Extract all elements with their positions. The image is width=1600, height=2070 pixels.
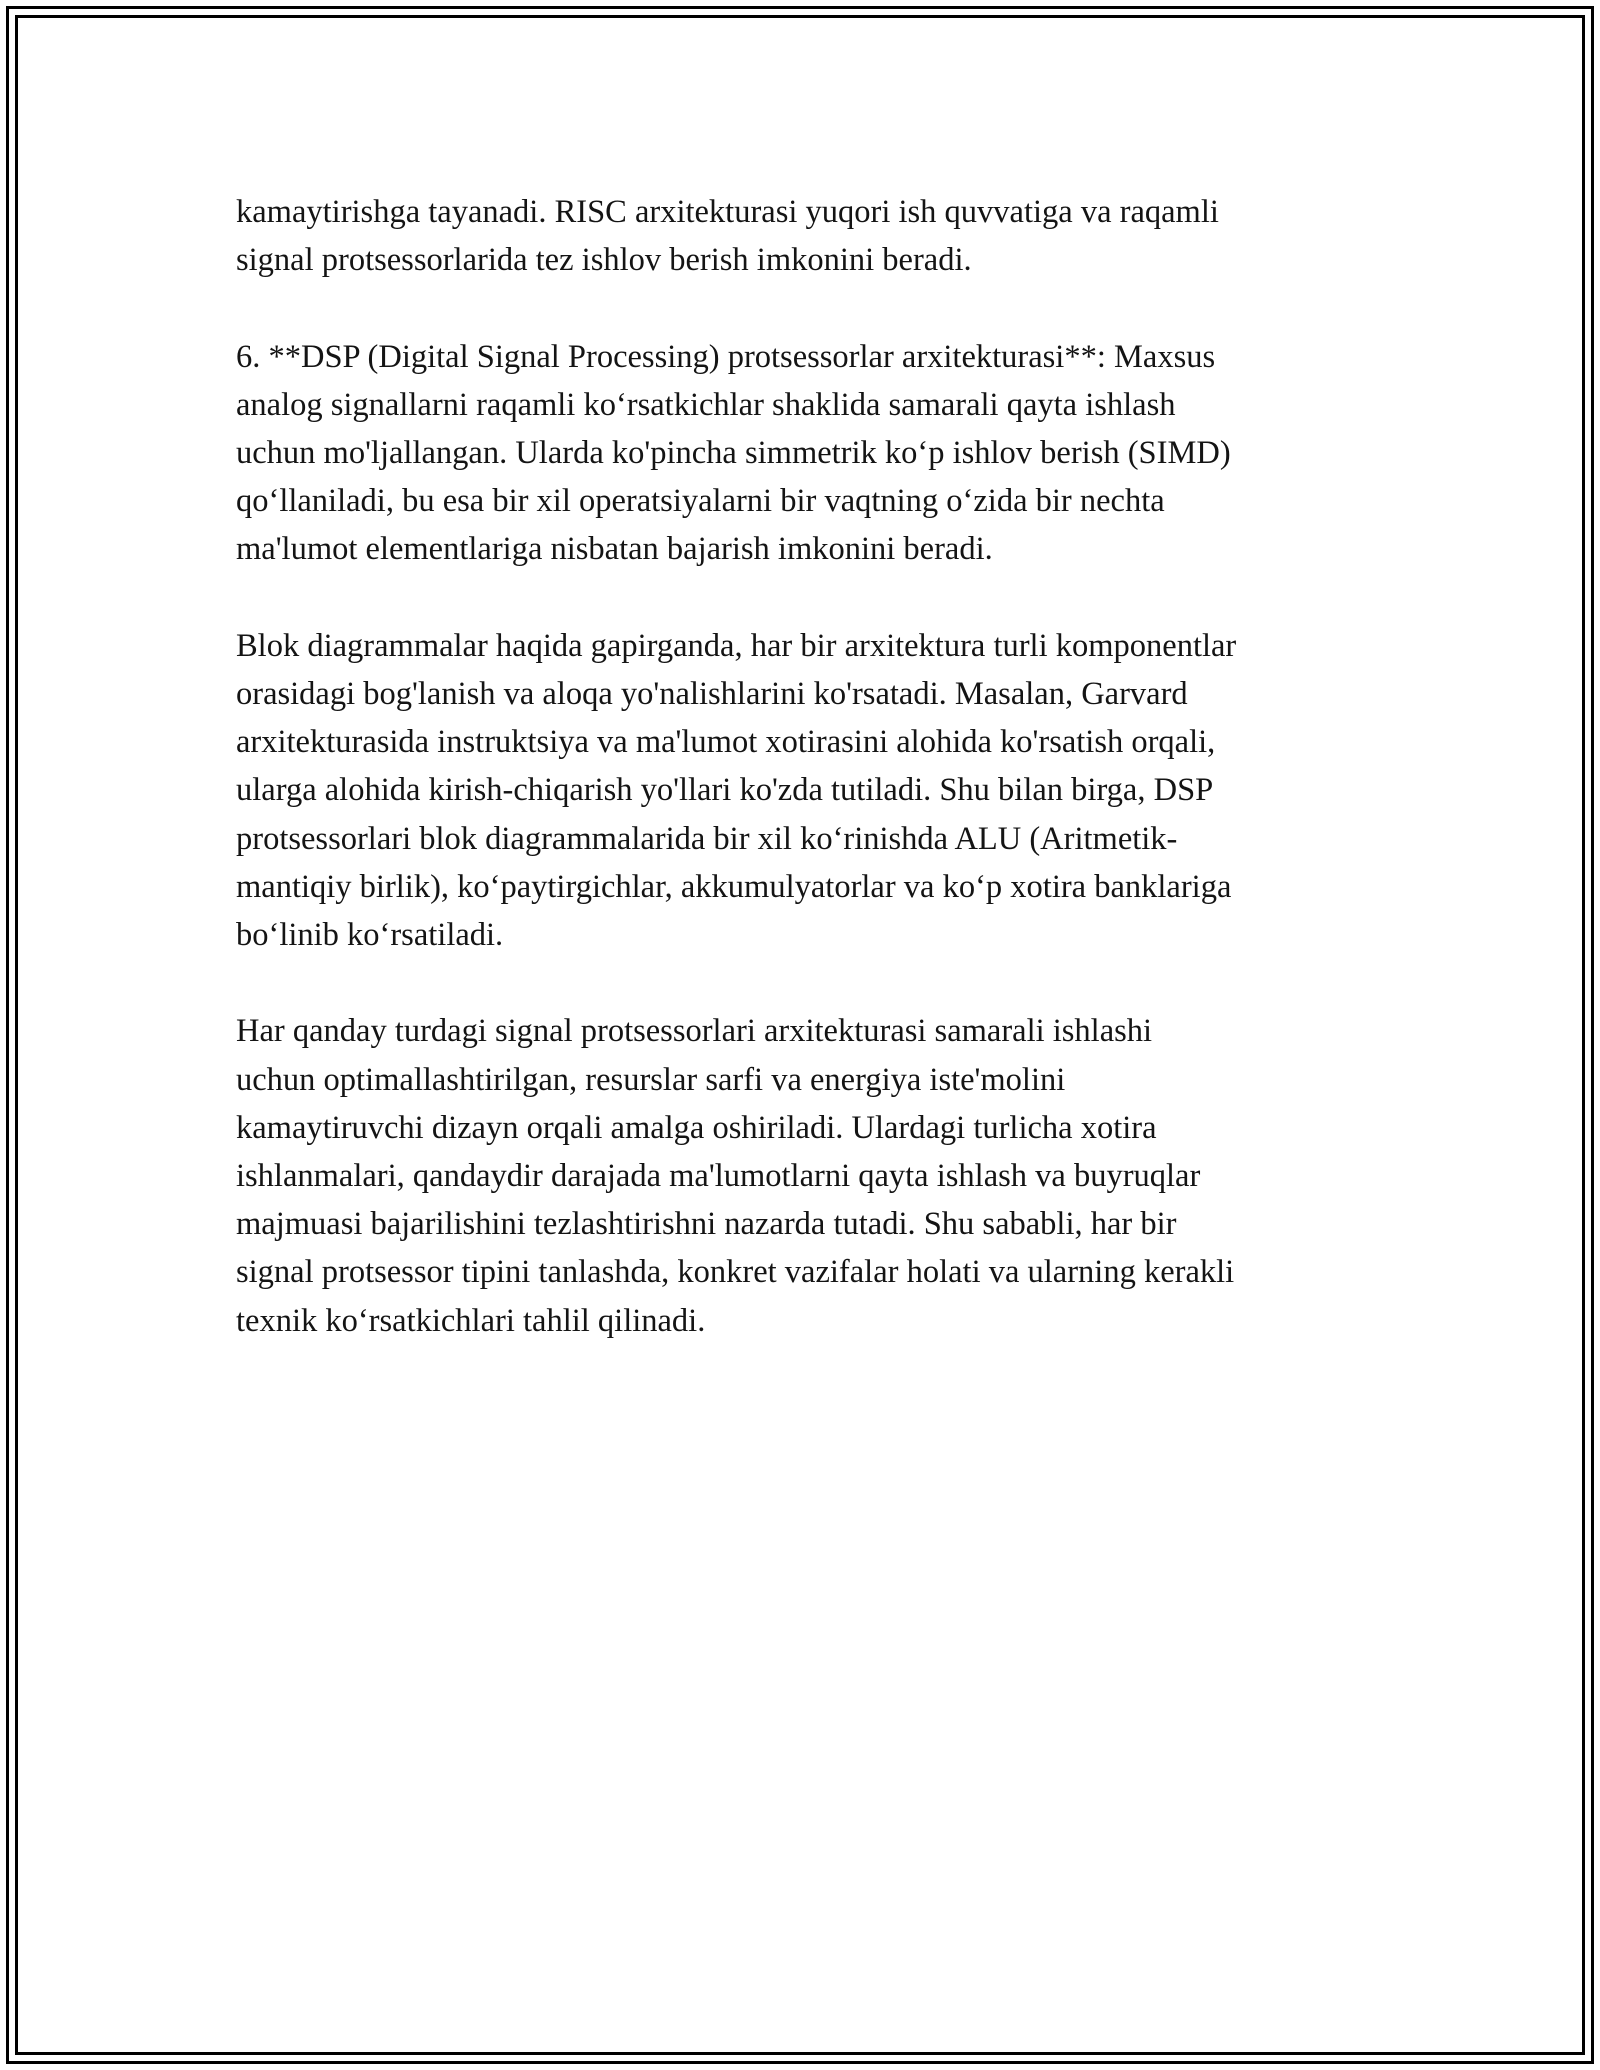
paragraph-block-diagrams: Blok diagrammalar haqida gapirganda, har bir arxitektura turli komponentlar orasidagi bog'lanish va aloqa yo'nalishlarini ko'rsatadi. Masalan, Garvard arxitekturasida instruktsiya va ma'lumot xotirasini alohida ko'rsatish orqali, ularga alohida kirish-chiqarish yo'llari ko'zda tutiladi. Shu bilan birga, DSP protsessorlari blok diagrammalarida bir xil ko‘rinishda ALU (Aritmetik- mantiqiy birlik), ko‘paytirgichlar, akkumulyatorlar va ko‘p xotira banklariga bo‘linib ko‘rsatiladi. xyxy=(236,627,1237,954)
paragraph-risc-continuation: kamaytirishga tayanadi. RISC arxitekturasi yuqori ish quvvatiga va raqamli signal protsessorlarida tez ishlov berish imkonini beradi. xyxy=(236,194,1219,279)
paragraph-conclusion: Har qanday turdagi signal protsessorlari arxitekturasi samarali ishlashi uchun optimallashtirilgan, resurslar sarfi va energiya iste'molini kamaytiruvchi dizayn orqali amalga oshiriladi. Ulardagi turlicha xotira ishlanmalari, qandaydir darajada ma'lumotlarni qayta ishlash va buyruqlar majmuasi bajarilishini tezlashtirishni nazarda tutadi. Shu sababli, har bir signal protsessor tipini tanlashda, konkret vazifalar holati va ularning kerakli texnik ko‘rsatkichlari tahlil qilinadi. xyxy=(236,1013,1235,1339)
document-body xyxy=(236,188,1376,1393)
paragraph-dsp-architecture: 6. **DSP (Digital Signal Processing) protsessorlar arxitekturasi**: Maxsus analog signallarni raqamli ko‘rsatkichlar shaklida samarali qayta ishlash uchun mo'ljallangan. Ularda ko'pincha simmetrik ko‘p ishlov berish (SIMD) qo‘llaniladi, bu esa bir xil operatsiyalarni bir vaqtning o‘zida bir nechta ma'lumot elementlariga nisbatan bajarish imkonini beradi. xyxy=(236,338,1231,568)
